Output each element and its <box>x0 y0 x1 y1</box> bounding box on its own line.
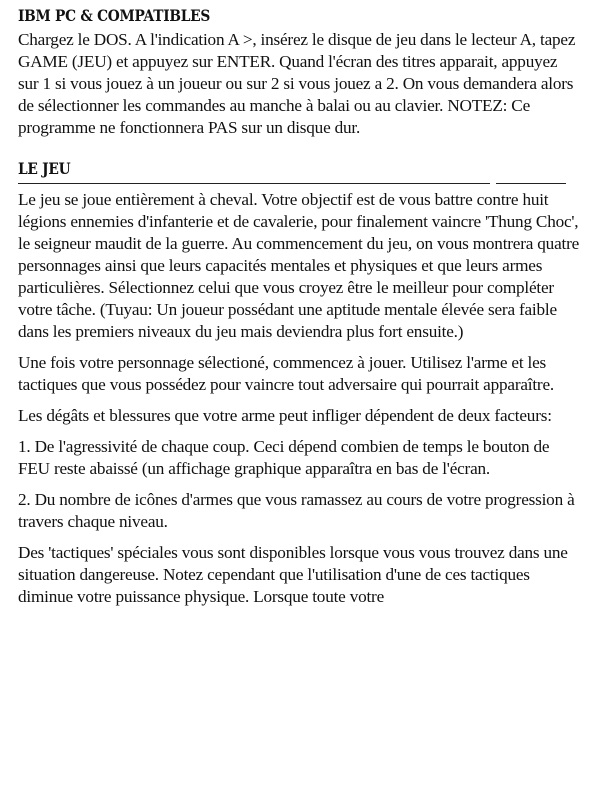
rule-short <box>496 183 566 184</box>
section-title-jeu: LE JEU <box>18 159 71 178</box>
jeu-paragraph-1: Le jeu se joue entièrement à cheval. Votre objectif est de vous battre contre huit légions ennemies d'infanterie et de cavalerie, pour finalement vaincre 'Thung Choc', le seigneur maudit de la guerre. Au commencement du jeu, on vous montrera quatre personnages ainsi que leurs capacités mentales et physiques et que leurs armes particulières. Sélectionnez celui que vous croyez être le meilleur pour compléter votre tâche. (Tuyau: Un joueur possédant une aptitude mentale élevée sera faible dans les premiers niveaux du jeu mais deviendra plus fort ensuite.) <box>18 190 580 341</box>
section-ibm-pc <box>18 6 580 139</box>
jeu-paragraph-2: Une fois votre personnage sélectioné, commencez à jouer. Utilisez l'arme et les tactiques que vous possédez pour vaincre tout adversaire qui pourrait apparaître. <box>18 353 554 394</box>
section-le-jeu <box>18 159 580 608</box>
manual-page <box>18 6 580 616</box>
rule-long <box>18 183 490 184</box>
title-rule <box>18 183 580 184</box>
section-title-ibm: IBM PC & COMPATIBLES <box>18 6 211 25</box>
ibm-instructions: Chargez le DOS. A l'indication A >, insérez le disque de jeu dans le lecteur A, tapez GAME (JEU) et appuyez sur ENTER. Quand l'écran des titres apparait, appuyez sur 1 si vous jouez à un joueur ou sur 2 si vous jouez a 2. On vous demandera alors de sélectionner les commandes au manche à balai ou au clavier. NOTEZ: Ce programme ne fonctionnera PAS sur un disque dur. <box>18 30 576 137</box>
jeu-paragraph-4: 1. De l'agressivité de chaque coup. Ceci dépend combien de temps le bouton de FEU reste abaissé (un affichage graphique apparaîtra en bas de l'écran. <box>18 437 550 478</box>
jeu-paragraph-5: 2. Du nombre de icônes d'armes que vous ramassez au cours de votre progression à travers chaque niveau. <box>18 490 575 531</box>
jeu-paragraph-3: Les dégâts et blessures que votre arme peut infliger dépendent de deux facteurs: <box>18 406 552 425</box>
jeu-paragraph-6: Des 'tactiques' spéciales vous sont disponibles lorsque vous vous trouvez dans une situation dangereuse. Notez cependant que l'utilisation d'une de ces tactiques diminue votre puissance physique. Lorsque toute votre <box>18 543 568 606</box>
